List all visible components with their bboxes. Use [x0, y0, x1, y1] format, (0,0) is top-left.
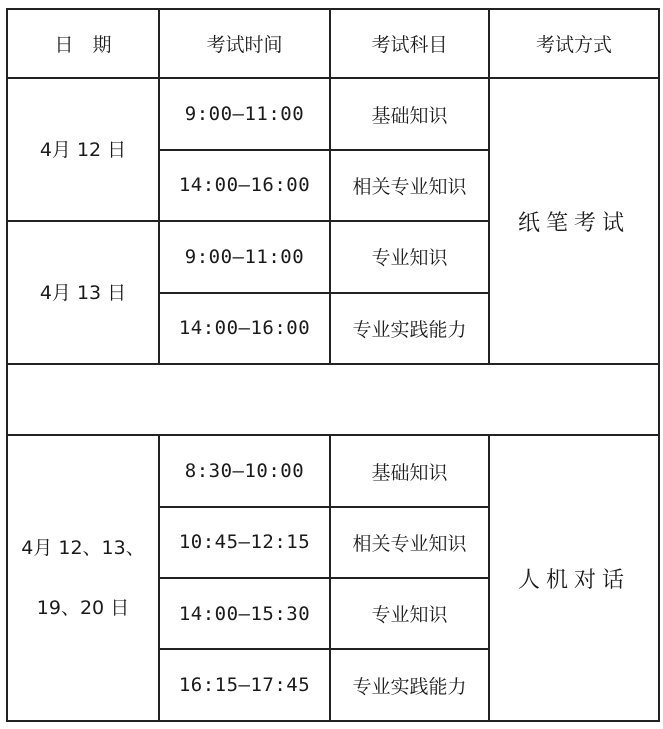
time-cell: 16:15—17:45 — [159, 649, 330, 721]
exam-schedule-table — [6, 8, 660, 722]
header-date: 日 期 — [7, 9, 159, 78]
header-time: 考试时间 — [159, 9, 330, 78]
subject-cell: 基础知识 — [330, 78, 489, 149]
subject-cell: 专业实践能力 — [330, 293, 489, 364]
table-row — [7, 435, 659, 506]
empty-cell — [7, 364, 659, 435]
date-line-1: 4月 12、13、 — [21, 537, 145, 560]
time-cell: 8:30—10:00 — [159, 435, 330, 506]
date-cell: 4月 12 日 — [7, 78, 159, 221]
date-cell-computer — [7, 435, 159, 721]
time-cell: 10:45—12:15 — [159, 507, 330, 578]
subject-cell: 基础知识 — [330, 435, 489, 506]
time-cell: 14:00—16:00 — [159, 293, 330, 364]
subject-cell: 相关专业知识 — [330, 507, 489, 578]
time-cell: 14:00—15:30 — [159, 578, 330, 649]
time-cell: 9:00—11:00 — [159, 78, 330, 149]
subject-cell: 专业知识 — [330, 221, 489, 292]
time-cell: 9:00—11:00 — [159, 221, 330, 292]
table-row — [7, 78, 659, 149]
method-cell-computer: 人机对话 — [489, 435, 659, 721]
date-line-2: 19、20 日 — [36, 597, 130, 620]
header-method: 考试方式 — [489, 9, 659, 78]
subject-cell: 专业实践能力 — [330, 649, 489, 721]
date-cell: 4月 13 日 — [7, 221, 159, 364]
time-cell: 14:00—16:00 — [159, 150, 330, 221]
subject-cell: 专业知识 — [330, 578, 489, 649]
separator-row — [7, 364, 659, 435]
method-cell-paper: 纸笔考试 — [489, 78, 659, 364]
header-subject: 考试科目 — [330, 9, 489, 78]
subject-cell: 相关专业知识 — [330, 150, 489, 221]
header-row — [7, 9, 659, 78]
